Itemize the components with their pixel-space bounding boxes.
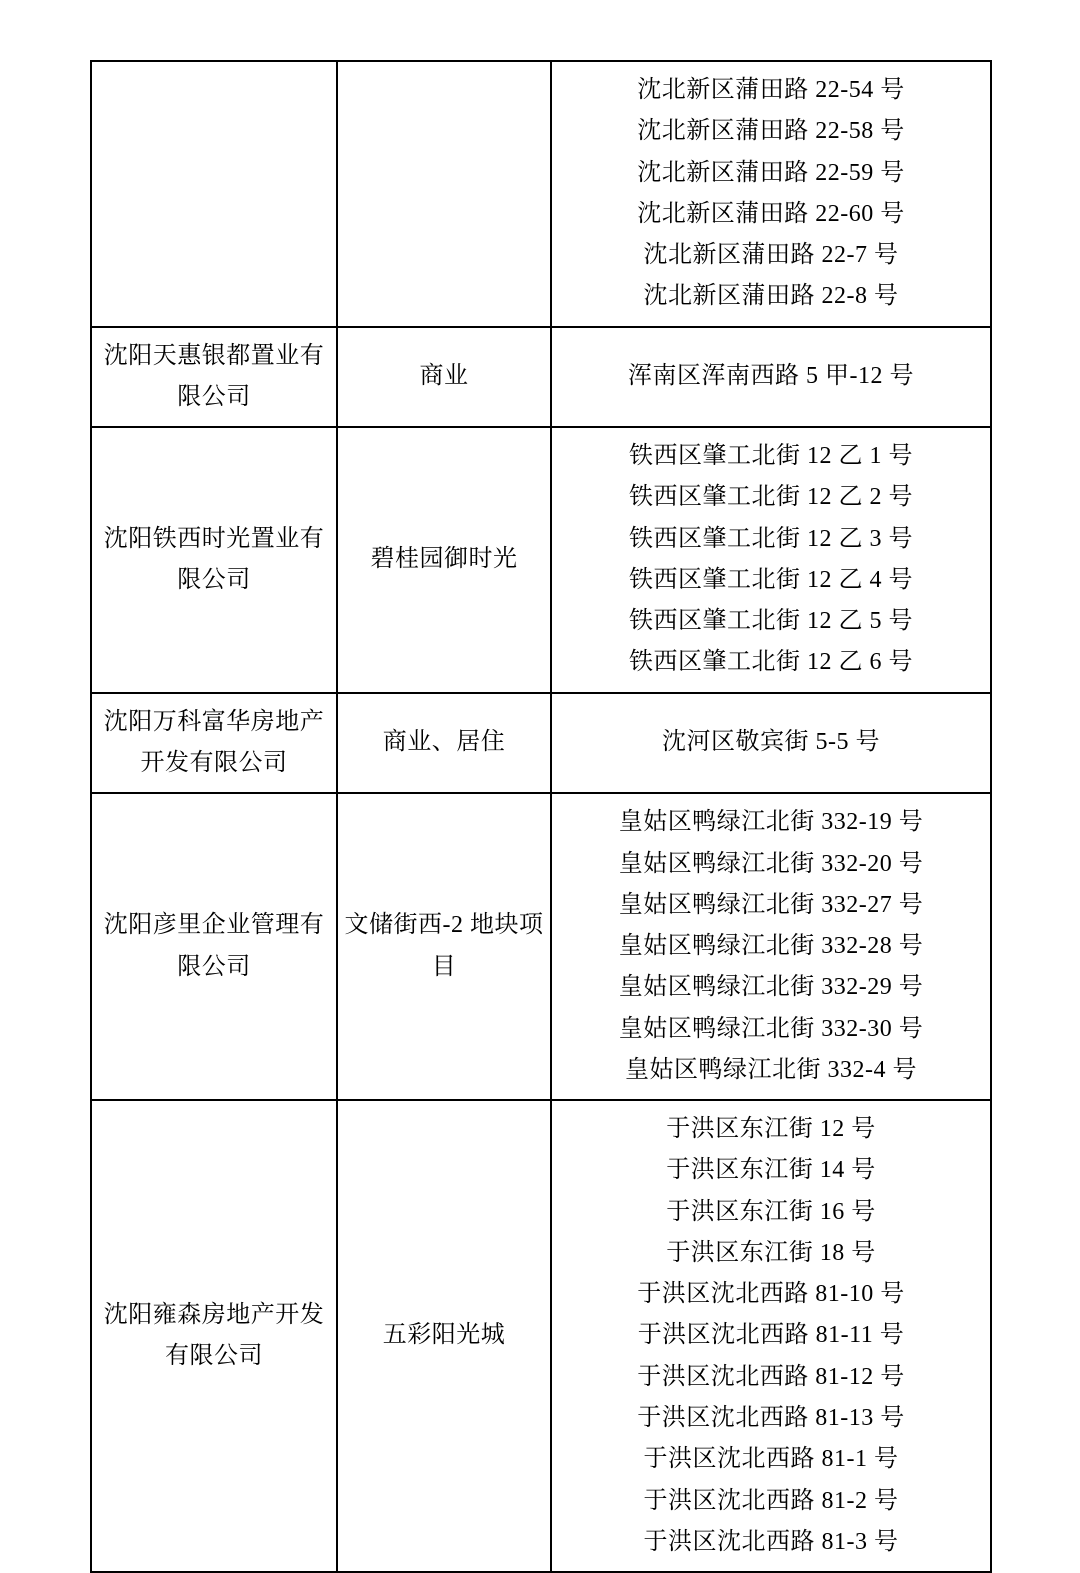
- address-line: 铁西区肇工北街 12 乙 6 号: [629, 649, 913, 676]
- cell-company-name: 沈阳铁西时光置业有限公司: [91, 427, 337, 693]
- cell-company-name: [91, 61, 337, 327]
- address-line: 皇姑区鸭绿江北街 332-19 号: [618, 809, 924, 836]
- address-line: 皇姑区鸭绿江北街 332-4 号: [625, 1056, 917, 1083]
- address-line: 沈北新区蒲田路 22-60 号: [637, 200, 905, 227]
- table-row: [91, 61, 991, 327]
- address-line: 铁西区肇工北街 12 乙 2 号: [629, 484, 913, 511]
- address-line: 沈北新区蒲田路 22-54 号: [637, 77, 905, 103]
- table-row: [91, 1100, 991, 1572]
- cell-addresses: [551, 693, 991, 794]
- address-line: 皇姑区鸭绿江北街 332-28 号: [618, 933, 924, 960]
- address-line: 于洪区沈北西路 81-12 号: [637, 1363, 905, 1390]
- cell-usage: 五彩阳光城: [337, 1100, 551, 1572]
- address-line: 皇姑区鸭绿江北街 332-30 号: [618, 1015, 924, 1042]
- address-line: 浑南区浑南西路 5 甲-12 号: [628, 363, 914, 390]
- address-line: 于洪区沈北西路 81-10 号: [637, 1281, 905, 1308]
- address-line: 于洪区东江街 14 号: [666, 1157, 876, 1184]
- address-line: 沈北新区蒲田路 22-8 号: [643, 283, 899, 310]
- address-line: 皇姑区鸭绿江北街 332-29 号: [618, 974, 924, 1001]
- address-line: 铁西区肇工北街 12 乙 4 号: [629, 566, 913, 593]
- cell-addresses: [551, 427, 991, 693]
- cell-addresses: [551, 1100, 991, 1572]
- address-line: 沈北新区蒲田路 22-7 号: [643, 242, 899, 269]
- developer-address-table: [90, 60, 992, 1573]
- address-line: 沈北新区蒲田路 22-59 号: [637, 159, 905, 186]
- address-line: 铁西区肇工北街 12 乙 1 号: [629, 443, 913, 470]
- address-line: 于洪区沈北西路 81-11 号: [637, 1322, 905, 1349]
- table-row: [91, 427, 991, 693]
- cell-company-name: 沈阳万科富华房地产开发有限公司: [91, 693, 337, 794]
- table-row: [91, 793, 991, 1100]
- cell-usage: 商业、居住: [337, 693, 551, 794]
- cell-company-name: 沈阳彦里企业管理有限公司: [91, 793, 337, 1100]
- cell-addresses: [551, 327, 991, 428]
- cell-usage: 文储街西-2 地块项目: [337, 793, 551, 1100]
- address-line: 于洪区东江街 18 号: [666, 1239, 876, 1266]
- address-line: 沈北新区蒲田路 22-58 号: [637, 118, 905, 145]
- cell-usage: 碧桂园御时光: [337, 427, 551, 693]
- address-line: 于洪区东江街 12 号: [666, 1116, 876, 1143]
- address-line: 于洪区沈北西路 81-2 号: [643, 1487, 899, 1514]
- address-line: 于洪区东江街 16 号: [666, 1198, 876, 1225]
- address-line: 皇姑区鸭绿江北街 332-20 号: [618, 850, 924, 877]
- cell-usage: 商业: [337, 327, 551, 428]
- cell-company-name: 沈阳天惠银都置业有限公司: [91, 327, 337, 428]
- address-line: 铁西区肇工北街 12 乙 5 号: [629, 608, 913, 635]
- table-row: [91, 693, 991, 794]
- address-line: 铁西区肇工北街 12 乙 3 号: [629, 525, 913, 552]
- cell-addresses: [551, 61, 991, 327]
- table-body: [91, 61, 991, 1572]
- table-row: [91, 327, 991, 428]
- address-line: 于洪区沈北西路 81-3 号: [643, 1528, 899, 1555]
- address-line: 皇姑区鸭绿江北街 332-27 号: [618, 891, 924, 918]
- address-line: 于洪区沈北西路 81-13 号: [637, 1404, 905, 1431]
- cell-addresses: [551, 793, 991, 1100]
- address-line: 沈河区敬宾街 5-5 号: [662, 729, 880, 756]
- address-line: 于洪区沈北西路 81-1 号: [643, 1446, 899, 1473]
- cell-usage: [337, 61, 551, 327]
- cell-company-name: 沈阳雍森房地产开发有限公司: [91, 1100, 337, 1572]
